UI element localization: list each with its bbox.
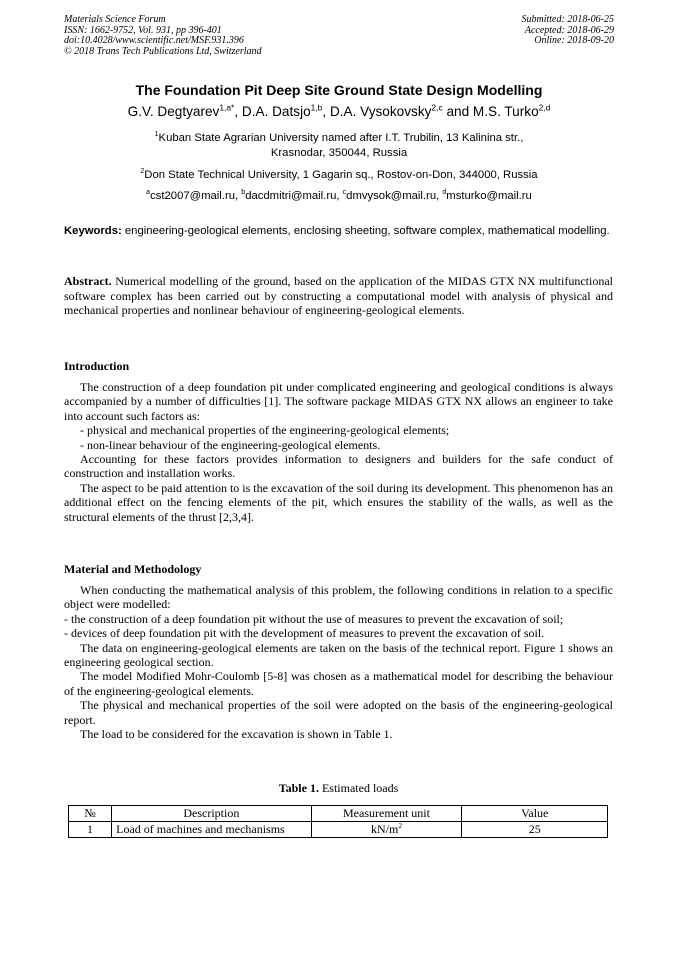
author-sup: 2,c: [431, 102, 443, 113]
table-header-row: [69, 806, 608, 822]
table-cell-unit: $kN/m^2$: [311, 822, 462, 838]
paragraph: The construction of a deep foundation pit under complicated engineering and geological conditions is always accompanied by a number of difficulties [1]. The software package MIDAS GTX NX allows an engineer to take into account such factors as:: [64, 380, 613, 423]
loads-table: [68, 805, 608, 838]
paragraph: The physical and mechanical properties of the soil were adopted on the basis of the engineering-geological report.: [64, 698, 613, 727]
email-address: dacdmitri@mail.ru: [245, 190, 337, 202]
author-sup: 2,d: [538, 102, 551, 113]
accepted-date: Accepted: 2018-06-29: [524, 24, 614, 36]
table-caption-text: Estimated loads: [318, 781, 399, 795]
bullet-item: - non-linear behaviour of the engineering-geological elements.: [80, 437, 381, 452]
doi-line: doi:10.4028/www.scientific.net/MSF.931.396: [64, 35, 244, 46]
table-header-cell: Value: [462, 806, 608, 822]
paragraph: The data on engineering-geological elements are taken on the basis of the technical report. Figure 1 shows an engineering geological section.: [64, 640, 613, 670]
dates-header: [522, 15, 615, 47]
keywords-text: engineering-geological elements, enclosing sheeting, software complex, mathematical modelling.: [121, 225, 610, 237]
affiliation-1: $^1$Kuban State Agrarian University named after I.T. Trubilin, 13 Kalinina str., Krasnodar, 350044, Russia: [154, 131, 524, 159]
email-address: cst2007@mail.ru: [150, 190, 235, 202]
table-header-cell: №: [69, 806, 112, 822]
table-caption: [64, 781, 613, 796]
paragraph: The aspect to be paid attention to is the excavation of the soil during its development. This phenomenon has an additional effect on the fencing elements of the pit, which ensures the stability of the walls, as well as the structural elements of the thrust [2,3,4].: [64, 480, 613, 524]
bullet-item: - physical and mechanical properties of the engineering-geological elements;: [80, 423, 450, 438]
table-cell-value: 25: [462, 822, 608, 838]
paragraph: The model Modified Mohr-Coulomb [5-8] was chosen as a mathematical model for describing the behaviour of the engineering-geological elements.: [64, 669, 613, 698]
abstract-text: Numerical modelling of the ground, based on the application of the MIDAS GTX NX multifunctional software complex has been carried out by constructing a computational model with analysis of physical and mechanical properties and nonlinear behaviour of engineering-geological elements.: [64, 274, 613, 318]
author-sup: 1,b: [310, 102, 323, 113]
affiliation-2: $^2$Don State Technical University, 1 Gagarin sq., Rostov-on-Don, 344000, Russia: [140, 168, 538, 181]
journal-header: [64, 15, 262, 57]
online-date: Online: 2018-09-20: [534, 35, 614, 46]
keywords: [64, 224, 613, 238]
keywords-label: Keywords:: [64, 225, 122, 237]
copyright-line: © 2018 Trans Tech Publications Ltd, Switzerland: [64, 45, 262, 57]
table-header-cell: Description: [112, 806, 311, 822]
author-name: D.A. Datsjo: [241, 104, 311, 119]
author-name: M.S. Turko: [472, 104, 539, 119]
author-list: G.V. Degtyarev$^{1,a*}$, D.A. Datsjo$^{1,b}$, D.A. Vysokovsky$^{2,c}$ and M.S. Turko$^{2,d}$: [127, 102, 551, 119]
issn-line: ISSN: 1662-9752, Vol. 931, pp 396-401: [64, 24, 222, 36]
introduction-body: [64, 380, 613, 524]
paragraph: The load to be considered for the excavation is shown in Table 1.: [80, 727, 393, 742]
author-name: D.A. Vysokovsky: [329, 104, 432, 119]
section-heading-methodology: Material and Methodology: [64, 562, 202, 576]
table-caption-label: Table 1.: [278, 781, 319, 795]
submitted-date: Submitted: 2018-06-25: [521, 14, 614, 25]
email-list: $^a$cst2007@mail.ru, $^b$dacdmitri@mail.ru, $^c$dmvysok@mail.ru, $^d$msturko@mail.ru: [146, 189, 532, 202]
abstract: [64, 274, 613, 318]
paper-title: The Foundation Pit Deep Site Ground State Design Modelling: [135, 82, 543, 98]
journal-name: Materials Science Forum: [64, 14, 166, 25]
methodology-body: [64, 583, 613, 741]
table-cell-description: Load of machines and mechanisms: [112, 822, 311, 838]
bullet-item: - the construction of a deep foundation pit without the use of measures to prevent the excavation of soil;: [64, 611, 564, 626]
paragraph: When conducting the mathematical analysis of this problem, the following conditions in relation to a specific object were modelled:: [64, 583, 613, 612]
abstract-label: Abstract.: [64, 274, 112, 288]
table-header-cell: Measurement unit: [311, 806, 462, 822]
author-name: G.V. Degtyarev: [127, 104, 220, 119]
paragraph: Accounting for these factors provides information to designers and builders for the safe conduct of construction and installation works.: [64, 452, 613, 481]
section-heading-introduction: Introduction: [64, 359, 130, 373]
author-sup: 1,a*: [219, 102, 235, 113]
table-cell-number: 1: [69, 822, 112, 838]
bullet-item: - devices of deep foundation pit with the development of measures to prevent the excavation of soil.: [64, 626, 545, 641]
email-address: dmvysok@mail.ru: [346, 190, 437, 202]
email-address: msturko@mail.ru: [446, 190, 532, 202]
table-row: [69, 822, 608, 838]
